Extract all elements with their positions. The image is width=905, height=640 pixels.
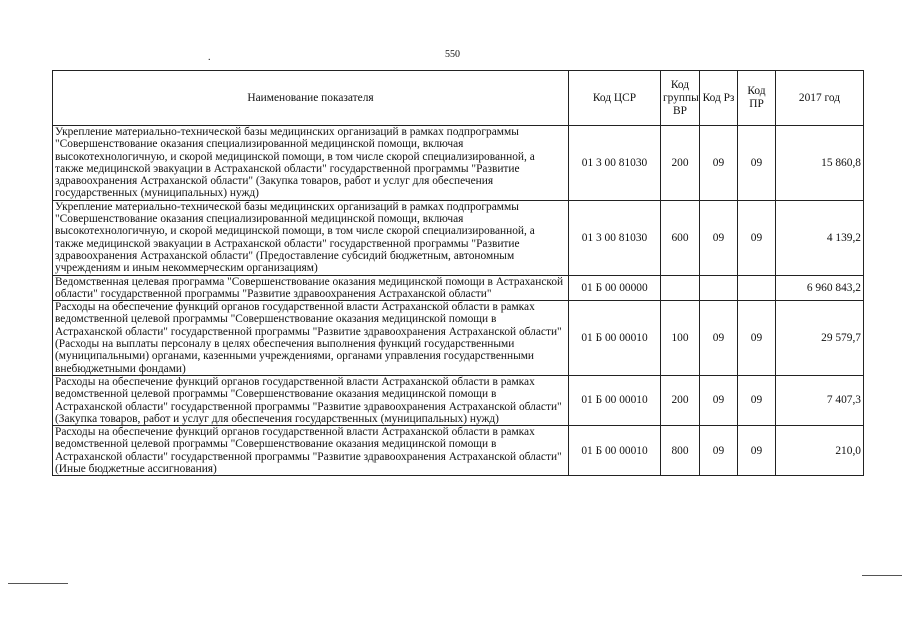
row-amount: 15 860,8 [776,126,864,201]
row-csr: 01 3 00 81030 [569,200,661,275]
row-name: Расходы на обеспечение функций органов государственной власти Астраханской области в рамках ведомственной целевой программы "Совершенствование оказания медицинской помощи в Астраханской области" государственной программы "Развитие здравоохранения Астраханской области" (Закупка товаров, работ и услуг для обеспечения государственных (муниципальных) нужд) [53,375,569,425]
row-name: Ведомственная целевая программа "Совершенствование оказания медицинской помощи в Астраханской области" государственной программы "Развитие здравоохранения Астраханской области" [53,275,569,301]
header-pr: Код ПР [738,71,776,126]
header-vr: Код группы ВР [661,71,700,126]
table-row [53,200,864,275]
scan-line-right [862,575,902,576]
row-rz: 09 [700,301,738,376]
row-csr: 01 3 00 81030 [569,126,661,201]
row-rz: 09 [700,426,738,476]
table-row [53,275,864,301]
header-csr: Код ЦСР [569,71,661,126]
row-pr: 09 [738,200,776,275]
table-header-row [53,71,864,126]
row-vr: 100 [661,301,700,376]
page-number: 550 [445,49,460,60]
row-vr: 800 [661,426,700,476]
row-vr: 200 [661,126,700,201]
table-row [53,126,864,201]
header-name: Наименование показателя [53,71,569,126]
row-vr: 200 [661,375,700,425]
row-rz: 09 [700,200,738,275]
row-pr: 09 [738,375,776,425]
row-amount: 6 960 843,2 [776,275,864,301]
scan-line-left [8,583,68,584]
row-pr: 09 [738,301,776,376]
row-csr: 01 Б 00 00000 [569,275,661,301]
row-amount: 29 579,7 [776,301,864,376]
row-pr: 09 [738,426,776,476]
row-csr: 01 Б 00 00010 [569,426,661,476]
row-rz: 09 [700,126,738,201]
table-row [53,301,864,376]
row-csr: 01 Б 00 00010 [569,375,661,425]
row-name: Расходы на обеспечение функций органов государственной власти Астраханской области в рамках ведомственной целевой программы "Совершенствование оказания медицинской помощи в Астраханской области" государственной программы "Развитие здравоохранения Астраханской области" (Иные бюджетные ассигнования) [53,426,569,476]
row-vr: 600 [661,200,700,275]
row-name: Укрепление материально-технической базы медицинских организаций в рамках подпрограммы "Совершенствование оказания специализированной медицинской помощи, включая высокотехнологичную, и скорой медицинской помощи, в том числе скорой специализированной, а также медицинской эвакуации в Астраханской области" государственной программы "Развитие здравоохранения Астраханской области" (Закупка товаров, работ и услуг для обеспечения государственных (муниципальных) нужд) [53,126,569,201]
table-row [53,375,864,425]
header-rz: Код Рз [700,71,738,126]
header-year: 2017 год [776,71,864,126]
stray-mark: . [208,52,211,63]
row-pr: 09 [738,126,776,201]
row-vr [661,275,700,301]
table-row [53,426,864,476]
row-rz [700,275,738,301]
row-pr [738,275,776,301]
budget-table [52,70,864,476]
row-amount: 4 139,2 [776,200,864,275]
row-name: Укрепление материально-технической базы медицинских организаций в рамках подпрограммы "Совершенствование оказания специализированной медицинской помощи, включая высокотехнологичную, и скорой медицинской помощи, в том числе скорой специализированной, а также медицинской эвакуации в Астраханской области" государственной программы "Развитие здравоохранения Астраханской области" (Предоставление субсидий бюджетным, автономным учреждениям и иным некоммерческим организациям) [53,200,569,275]
row-amount: 210,0 [776,426,864,476]
row-name: Расходы на обеспечение функций органов государственной власти Астраханской области в рамках ведомственной целевой программы "Совершенствование оказания медицинской помощи в Астраханской области" государственной программы "Развитие здравоохранения Астраханской области" (Расходы на выплаты персоналу в целях обеспечения выполнения функций государственными (муниципальными) органами, казенными учреждениями, органами управления государственными внебюджетными фондами) [53,301,569,376]
row-csr: 01 Б 00 00010 [569,301,661,376]
row-rz: 09 [700,375,738,425]
row-amount: 7 407,3 [776,375,864,425]
